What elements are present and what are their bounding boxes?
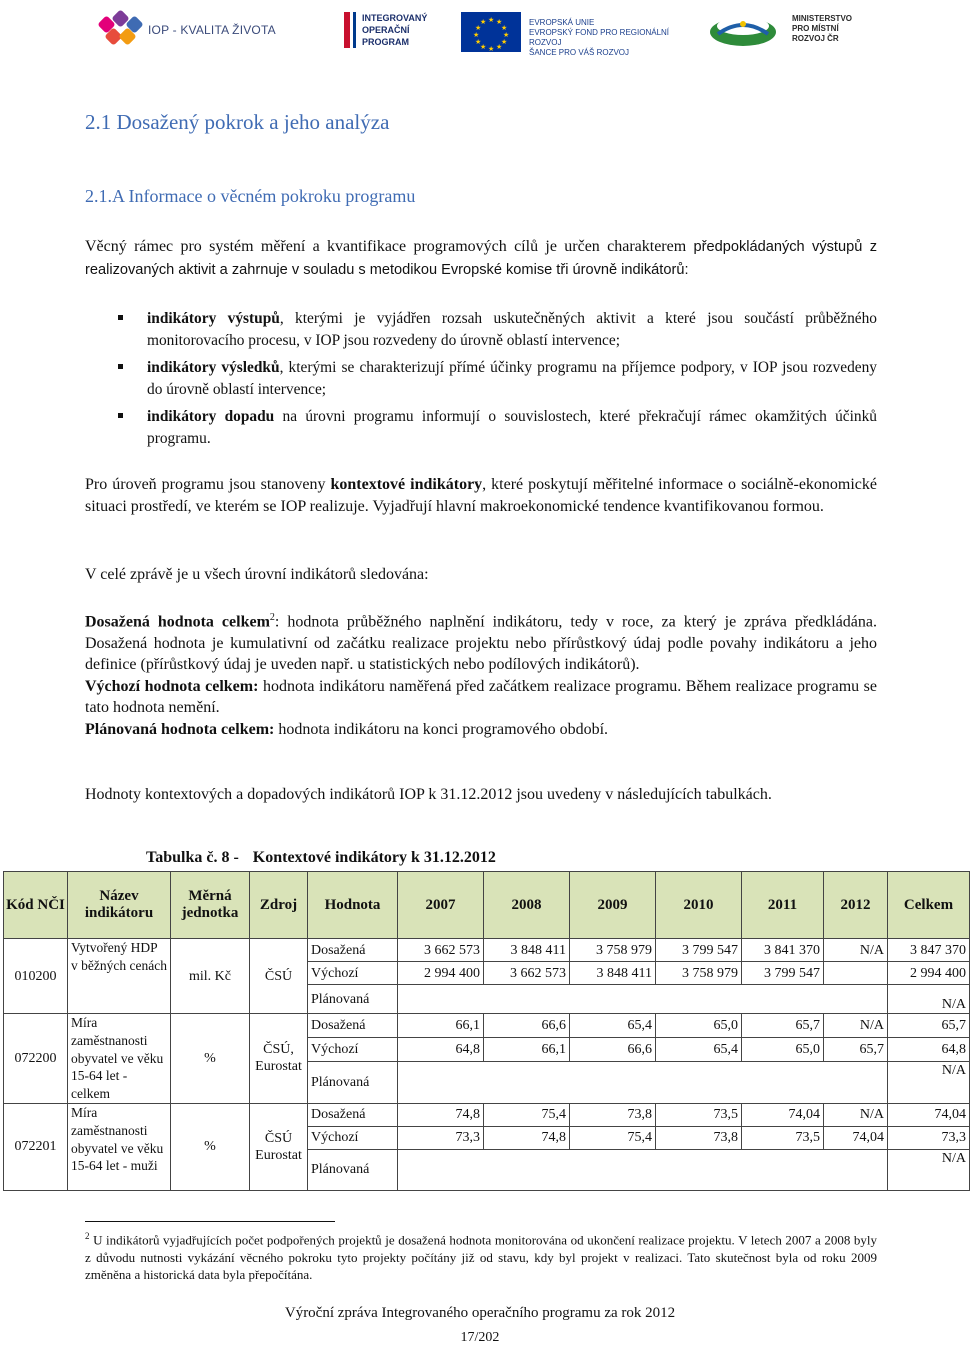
table-cell: 2 994 400 (888, 962, 970, 985)
table-cell: 65,4 (570, 1014, 656, 1038)
definitions-block (85, 607, 877, 740)
report-footer: Výroční zpráva Integrovaného operačního programu za rok 2012 (284, 1305, 676, 1321)
table-cell: 74,04 (888, 1103, 970, 1126)
planned-text: hodnota indikátoru na konci programového období. (274, 720, 609, 738)
indicator-unit: mil. Kč (171, 939, 250, 1014)
table-cell: N/A (888, 1061, 970, 1103)
indicator-name: Míra zaměstnanosti obyvatel ve věku 15-64 let - muži (68, 1103, 171, 1190)
col-header-2012: 2012 (824, 872, 888, 939)
table-cell: 66,6 (484, 1014, 570, 1038)
intro-paragraph (85, 236, 877, 281)
indicator-unit: % (171, 1014, 250, 1104)
table-caption (146, 849, 496, 867)
logo-header (0, 8, 960, 58)
table-cell: 64,8 (888, 1037, 970, 1061)
table-cell: N/A (824, 939, 888, 962)
table-cell: 3 758 979 (570, 939, 656, 962)
baseline-text: hodnota indikátoru naměřená před začátkem realizace programu. Během realizace programu se tato hodnota nemění. (85, 677, 877, 717)
bullet-text: , kterými se charakterizují přímé účinky programu na příjemce podpory, v IOP jsou rozvedeny do úrovně oblastí intervence; (147, 359, 877, 398)
table-cell: 65,0 (742, 1037, 824, 1061)
intro-serif-text: Věcný rámec pro systém měření a kvantifikace programových cílů je určen charakterem (85, 238, 687, 255)
table-cell: 75,4 (570, 1126, 656, 1149)
table-title: Kontextové indikátory k 31.12.2012 (252, 849, 496, 866)
bullet-text: , kterými je vyjádřen rozsah uskutečněných aktivit a které jsou součástí průběžného monitorovacího procesu, v IOP jsou rozvedeny do úrovně oblastí intervence; (147, 310, 877, 349)
tracked-line: V celé zprávě je u všech úrovní indikátorů sledována: (85, 566, 429, 583)
indicator-source: ČSÚ, Eurostat (250, 1014, 308, 1104)
table-cell: 2 994 400 (398, 962, 484, 985)
table-cell: N/A (888, 1149, 970, 1190)
ministry-logo-line-1: MINISTERSTVO (792, 14, 853, 23)
col-header-source: Zdroj (250, 872, 308, 939)
col-header-2008: 2008 (484, 872, 570, 939)
iop-logo-text: IOP - KVALITA ŽIVOTA (148, 23, 276, 37)
op-logo-line-3: PROGRAM (362, 37, 409, 47)
achieved-label: Dosažená hodnota celkem (85, 613, 270, 631)
value-type: Dosažená (308, 939, 398, 962)
planned-label: Plánovaná hodnota celkem: (85, 720, 275, 738)
table-cell: 66,6 (570, 1037, 656, 1061)
table-cell: 73,5 (656, 1103, 742, 1126)
value-type: Plánovaná (308, 985, 398, 1014)
indicator-code: 072201 (4, 1103, 68, 1190)
table-number: Tabulka č. 8 - (146, 849, 239, 866)
table-cell: 74,04 (824, 1126, 888, 1149)
table-cell: 66,1 (398, 1014, 484, 1038)
table-cell: 73,3 (398, 1126, 484, 1149)
col-header-2011: 2011 (742, 872, 824, 939)
col-header-2009: 2009 (570, 872, 656, 939)
op-logo-line-2: OPERAČNÍ (362, 25, 410, 35)
context-text-after: , které poskytují měřitelné informace o sociálně-ekonomické situaci prostředí, ve kterém se IOP realizuje. Vyjadřují hlavní makroekonomické tendence kvantifikovanou formou. (85, 476, 878, 515)
value-type: Plánovaná (308, 1149, 398, 1190)
table-header-row (4, 872, 970, 939)
list-item (85, 406, 877, 449)
eu-logo-line-3: ŠANCE PRO VÁŠ ROZVOJ (529, 48, 630, 57)
table-row (4, 1014, 970, 1038)
table-cell-empty (398, 1061, 888, 1103)
table-cell: 74,04 (742, 1103, 824, 1126)
eu-logo-line-2: EVROPSKÝ FOND PRO REGIONÁLNÍ ROZVOJ (529, 28, 670, 47)
table-cell: 65,7 (888, 1014, 970, 1038)
bullet-term: indikátory dopadu (147, 408, 275, 425)
value-type: Výchozí (308, 962, 398, 985)
table-cell-empty (398, 1149, 888, 1190)
bullet-term: indikátory výstupů (147, 310, 280, 327)
table-cell: N/A (888, 985, 970, 1014)
table-cell: N/A (824, 1103, 888, 1126)
footnote-ref: 2 (269, 612, 275, 623)
col-header-total: Celkem (888, 872, 970, 939)
table-cell: 73,3 (888, 1126, 970, 1149)
bullet-square-icon (118, 364, 123, 369)
table-row (4, 1103, 970, 1126)
table-cell: 73,5 (742, 1126, 824, 1149)
eu-flag-icon: ★ ★ ★ ★ ★ ★ ★ ★ ★ ★ ★ ★ (461, 12, 521, 52)
list-item (85, 357, 877, 400)
col-header-value: Hodnota (308, 872, 398, 939)
table-cell: 73,8 (570, 1103, 656, 1126)
table-cell: N/A (824, 1014, 888, 1038)
footnote-rule (85, 1221, 335, 1222)
col-header-2010: 2010 (656, 872, 742, 939)
table-cell: 65,0 (656, 1014, 742, 1038)
table-cell: 3 662 573 (398, 939, 484, 962)
table-cell: 74,8 (398, 1103, 484, 1126)
table-cell: 65,7 (742, 1014, 824, 1038)
ministry-emblem-icon (708, 10, 778, 50)
table-cell: 3 848 411 (484, 939, 570, 962)
ministry-logo (708, 8, 868, 58)
indicator-name: Míra zaměstnanosti obyvatel ve věku 15-64 let - celkem (68, 1014, 171, 1104)
col-header-2007: 2007 (398, 872, 484, 939)
section-title: 2.1 Dosažený pokrok a jeho analýza (85, 110, 390, 134)
bullet-square-icon (118, 315, 123, 320)
baseline-label: Výchozí hodnota celkem: (85, 677, 259, 695)
footnote-text: U indikátorů vyjadřujících počet podpořených projektů je dosažená hodnota monitorována od ukončení realizace projektu. V letech 2007 a 2008 byly z důvodu nutnosti vykázání věcného pokroku tyto projekty počítány již od stavu, kdy byl projekt v realizaci. Tato skutečnost byla od roku 2009 změněna a historická data byla přepočítána. (85, 1232, 878, 1283)
table-cell: 3 662 573 (484, 962, 570, 985)
table-cell: 66,1 (484, 1037, 570, 1061)
table-cell: 3 847 370 (888, 939, 970, 962)
intro-sans-text: předpokládaných výstupů z realizovaných aktivit a zahrnuje v souladu s metodikou Evropské komise tři úrovně indikátorů: (85, 239, 877, 278)
context-text-before: Pro úroveň programu jsou stanoveny (85, 476, 331, 493)
col-header-unit: Měrná jednotka (171, 872, 250, 939)
footnote-mark: 2 (85, 1231, 90, 1241)
indicator-unit: % (171, 1103, 250, 1190)
table-cell: 65,4 (656, 1037, 742, 1061)
iop-logo (96, 8, 276, 58)
table-cell: 73,8 (656, 1126, 742, 1149)
context-term: kontextové indikátory (330, 476, 483, 493)
value-type: Výchozí (308, 1126, 398, 1149)
table-cell-empty (398, 985, 888, 1014)
bullet-term: indikátory výsledků (147, 359, 280, 376)
page-number: 17/202 (460, 1330, 500, 1345)
col-header-code: Kód NČI (4, 872, 68, 939)
table-cell: 64,8 (398, 1037, 484, 1061)
context-paragraph (85, 474, 877, 517)
context-indicators-table (3, 871, 970, 1191)
indicator-name: Vytvořený HDP v běžných cenách (68, 939, 171, 1014)
ministry-logo-line-3: ROZVOJ ČR (792, 34, 839, 43)
value-type: Dosažená (308, 1014, 398, 1038)
bullet-text: na úrovni programu informují o souvislostech, které překračují rámec okamžitých účinků programu. (147, 408, 877, 447)
footnote (85, 1228, 877, 1284)
tables-intro: Hodnoty kontextových a dopadových indikátorů IOP k 31.12.2012 jsou uvedeny v následujících tabulkách. (85, 786, 772, 803)
bullet-square-icon (118, 413, 123, 418)
value-type: Plánovaná (308, 1061, 398, 1103)
indicator-levels-list (85, 308, 877, 455)
table-cell: 3 799 547 (656, 939, 742, 962)
indicator-source: ČSÚ Eurostat (250, 1103, 308, 1190)
col-header-name: Název indikátoru (68, 872, 171, 939)
table-cell: 3 841 370 (742, 939, 824, 962)
subsection-title: 2.1.A Informace o věcném pokroku programu (85, 186, 416, 206)
table-cell (824, 962, 888, 985)
table-cell: 3 799 547 (742, 962, 824, 985)
value-type: Výchozí (308, 1037, 398, 1061)
list-item (85, 308, 877, 351)
integrated-op-logo (344, 8, 456, 58)
eu-logo (461, 8, 691, 58)
achieved-text: : hodnota průběžného naplnění indikátoru, tedy v roce, za který je zpráva předkládána. Dosažená hodnota je kumulativní od začátku realizace projektu nebo přírůstkový údaj podle povahy indikátoru a jeho definice (přírůstkový údaj je uveden např. u statistických nebo podílových indikátorů). (85, 613, 877, 674)
op-logo-line-1: INTEGROVANÝ (362, 13, 428, 23)
table-cell: 3 848 411 (570, 962, 656, 985)
indicator-code: 072200 (4, 1014, 68, 1104)
table-cell: 74,8 (484, 1126, 570, 1149)
indicator-source: ČSÚ (250, 939, 308, 1014)
table-cell: 3 758 979 (656, 962, 742, 985)
table-cell: 65,7 (824, 1037, 888, 1061)
table-row (4, 939, 970, 962)
eu-logo-line-1: EVROPSKÁ UNIE (529, 18, 595, 27)
table-cell: 75,4 (484, 1103, 570, 1126)
value-type: Dosažená (308, 1103, 398, 1126)
ministry-logo-line-2: PRO MÍSTNÍ (792, 24, 839, 33)
indicator-code: 010200 (4, 939, 68, 1014)
